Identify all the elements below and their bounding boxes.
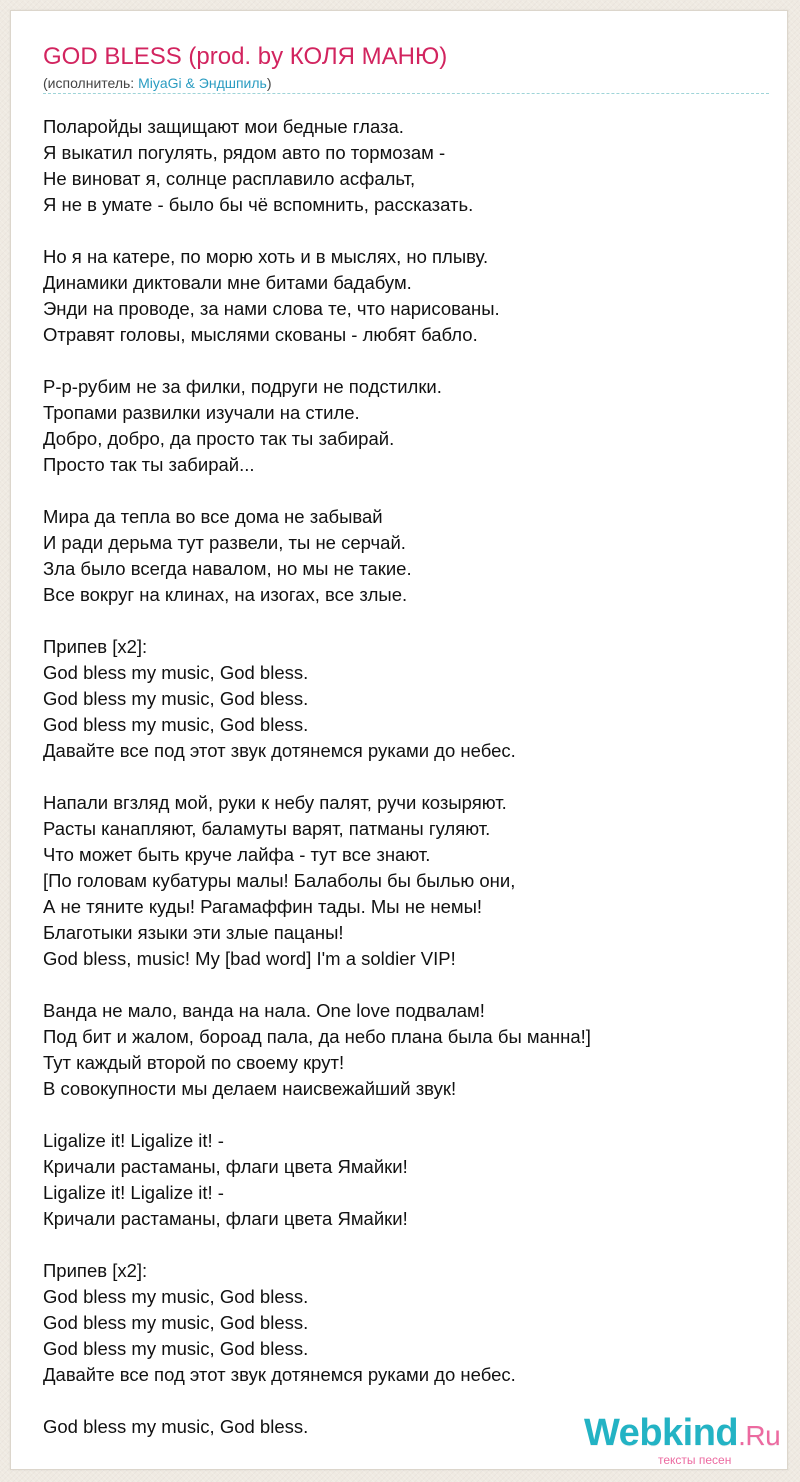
lyric-line: God bless, music! My [bad word] I'm a soldier VIP! xyxy=(43,948,456,969)
lyric-line: Кричали растаманы, флаги цвета Ямайки! xyxy=(43,1208,408,1229)
lyric-line: Расты канапляют, баламуты варят, патманы гуляют. xyxy=(43,818,491,839)
artist-prefix: (исполнитель: xyxy=(43,75,139,91)
artist-line xyxy=(43,74,272,92)
lyric-line: Тут каждый второй по своему крут! xyxy=(43,1052,345,1073)
lyric-line: God bless my music, God bless. xyxy=(43,1312,309,1333)
lyric-line: Просто так ты забирай... xyxy=(43,454,255,475)
logo-tagline: тексты песен xyxy=(658,1453,732,1467)
lyric-line: Не виноват я, солнце расплавило асфальт, xyxy=(43,168,416,189)
lyric-line: Ванда не мало, ванда на нала. One love подвалам! xyxy=(43,1000,485,1021)
lyric-line: Мира да тепла во все дома не забывай xyxy=(43,506,383,527)
lyric-line: God bless my music, God bless. xyxy=(43,714,309,735)
lyric-line: Благотыки языки эти злые пацаны! xyxy=(43,922,344,943)
title-divider xyxy=(43,93,769,94)
lyric-line: God bless my music, God bless. xyxy=(43,688,309,709)
lyrics-stanza xyxy=(43,1258,773,1388)
lyric-line: Что может быть круче лайфа - тут все знают. xyxy=(43,844,431,865)
logo-brand: Webkind xyxy=(584,1412,739,1454)
lyric-line: В совокупности мы делаем наисвежайший звук! xyxy=(43,1078,457,1099)
lyrics-stanza xyxy=(43,998,773,1102)
lyric-line: Но я на катере, по морю хоть и в мыслях, но плыву. xyxy=(43,246,489,267)
lyric-line: Ligalize it! Ligalize it! - xyxy=(43,1182,224,1203)
lyric-line: Припев [x2]: xyxy=(43,636,148,657)
lyric-line: Я не в умате - было бы чё вспомнить, рассказать. xyxy=(43,194,474,215)
lyrics-stanza xyxy=(43,1128,773,1232)
lyric-line: Зла было всегда навалом, но мы не такие. xyxy=(43,558,412,579)
lyric-line: Давайте все под этот звук дотянемся руками до небес. xyxy=(43,1364,516,1385)
lyric-line: Отравят головы, мыслями скованы - любят бабло. xyxy=(43,324,478,345)
lyrics-stanza xyxy=(43,634,773,764)
lyrics-text xyxy=(43,114,773,1466)
lyric-line: God bless my music, God bless. xyxy=(43,1416,309,1437)
lyric-line: А не тяните куды! Рагамаффин тады. Мы не немы! xyxy=(43,896,483,917)
lyrics-stanza xyxy=(43,374,773,478)
lyric-line: Тропами развилки изучали на стиле. xyxy=(43,402,360,423)
lyrics-stanza xyxy=(43,504,773,608)
lyric-line: И ради дерьма тут развели, ты не серчай. xyxy=(43,532,406,553)
lyric-line: Все вокруг на клинах, на изогах, все злые. xyxy=(43,584,408,605)
lyric-line: Р-р-рубим не за филки, подруги не подстилки. xyxy=(43,376,442,397)
site-logo[interactable] xyxy=(584,1411,784,1471)
lyric-line: God bless my music, God bless. xyxy=(43,1286,309,1307)
lyric-line: Динамики диктовали мне битами бадабум. xyxy=(43,272,412,293)
artist-suffix: ) xyxy=(266,75,272,91)
artist-link[interactable]: MiyaGi & Эндшпиль xyxy=(138,75,267,91)
lyric-line: Под бит и жалом, бороад пала, да небо плана была бы манна!] xyxy=(43,1026,591,1047)
lyric-line: Поларойды защищают мои бедные глаза. xyxy=(43,116,404,137)
lyric-line: Ligalize it! Ligalize it! - xyxy=(43,1130,224,1151)
logo-wordmark xyxy=(584,1411,780,1458)
logo-tld: .Ru xyxy=(738,1420,781,1451)
lyric-line: God bless my music, God bless. xyxy=(43,1338,309,1359)
lyric-line: Давайте все под этот звук дотянемся руками до небес. xyxy=(43,740,516,761)
lyric-line: Энди на проводе, за нами слова те, что нарисованы. xyxy=(43,298,500,319)
lyric-line: Добро, добро, да просто так ты забирай. xyxy=(43,428,395,449)
lyrics-stanza xyxy=(43,114,773,218)
lyrics-stanza xyxy=(43,244,773,348)
lyric-line: Кричали растаманы, флаги цвета Ямайки! xyxy=(43,1156,408,1177)
lyrics-stanza xyxy=(43,790,773,972)
song-title: GOD BLESS (prod. by КОЛЯ МАНЮ) xyxy=(43,43,448,70)
lyric-line: Я выкатил погулять, рядом авто по тормозам - xyxy=(43,142,446,163)
lyric-line: Припев [x2]: xyxy=(43,1260,148,1281)
lyric-line: [По головам кубатуры малы! Балаболы бы былью они, xyxy=(43,870,516,891)
lyric-line: Напали вгзляд мой, руки к небу палят, ручи козыряют. xyxy=(43,792,507,813)
lyrics-card xyxy=(10,10,788,1470)
lyric-line: God bless my music, God bless. xyxy=(43,662,309,683)
